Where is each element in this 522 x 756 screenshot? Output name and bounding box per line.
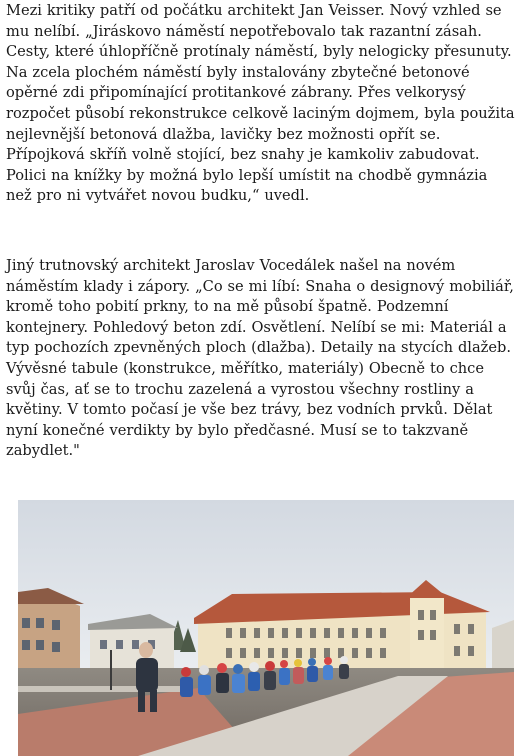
paragraph-veisser: Mezi kritiky patří od počátku architekt Jan Veisser. Nový vzhled se mu nelíbí. „Jiráskovo náměstí nepotřebovalo tak razantní zásah. Cesty, které úhlopříčně protínaly náměstí, byly nelogicky přesunuty. Na zcela plochém náměstí byly instalovány zbytečné betonové opěrné zdi připomínající protitankové zábrany. Přes velkorysý rozpočet působí rekonstrukce celkově laciným dojmem, byla použita nejlevnější betonová dlažba, lavičky bez možnosti opřít se. Přípojková skříň volně stojící, bez snahy je kamkoliv zabudovat. Polici na knížky by možná bylo lepší umístit na chodbě gymnázia než pro ni vytvářet novou budku,“ uvedl. [6,2,515,205]
paragraph-vocedalek: Jiný trutnovský architekt Jaroslav Vocedálek našel na novém náměstím klady i zápory. „Co se mi líbí: Snaha o designový mobiliář, kromě toho pobití prkny, to na mě působí špatně. Podzemní kontejnery. Pohledový beton zdí. Osvětlení. Nelíbí se mi: Materiál a typ pochozích zpevněných ploch (dlažba). Detaily na stycích dlažeb. Vývěsné tabule (konstrukce, měřítko, materiály) Obecně to chce svůj čas, ať se to trochu zazelená a vyrostou všechny rostliny a květiny. V tomto počasí je vše bez trávy, bez vodních prvků. Dělat nyní konečné verdikty by bylo předčasné. Musí se to takzvaně zabydlet." [6,257,514,460]
square-photo [18,500,514,756]
